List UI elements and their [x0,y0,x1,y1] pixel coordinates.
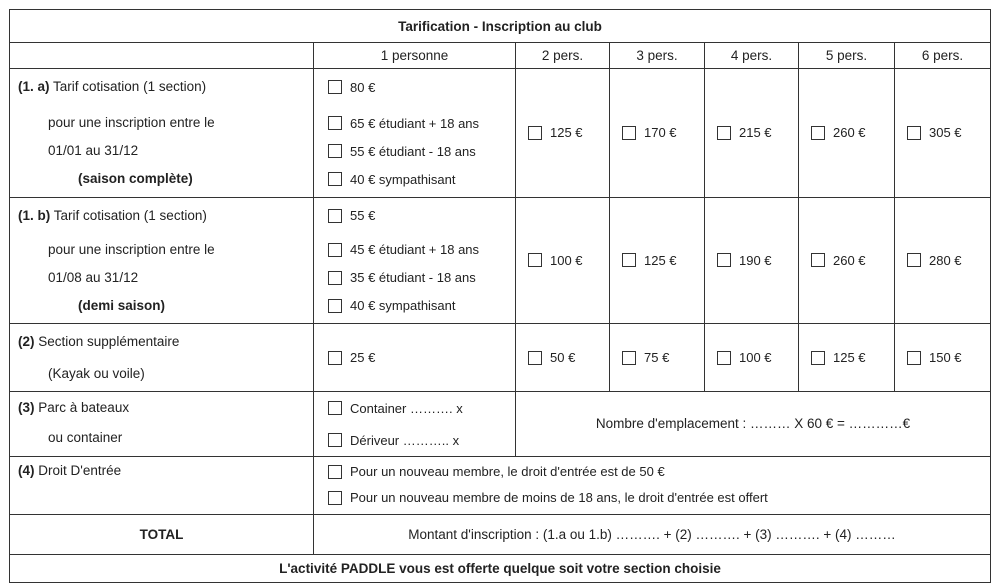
row-1b-line2: pour une inscription entre le [48,241,215,257]
option-checkbox[interactable]: 25 € [328,344,515,372]
checkbox-icon[interactable] [811,253,825,267]
option-checkbox[interactable]: 55 € [328,202,515,230]
price-cell[interactable]: 50 € [516,324,610,392]
price-cell[interactable]: 170 € [610,69,705,197]
checkbox-icon[interactable] [328,243,342,257]
option-checkbox[interactable]: 35 € étudiant - 18 ans [328,264,515,292]
row-1a-number: (1. a) [18,79,50,95]
montant-field[interactable]: Montant d'inscription : (1.a ou 1.b) ………. + (2) ………. + (3) ………. + (4) ……… [314,514,991,554]
row-1b [10,197,991,323]
checkbox-icon[interactable] [622,351,636,365]
row-2 [10,324,991,392]
price-cell[interactable]: 125 € [610,197,705,323]
total-label: TOTAL [10,514,314,554]
price-cell[interactable]: 75 € [610,324,705,392]
price-cell[interactable]: 100 € [705,324,799,392]
row-1a-line4: (saison complète) [78,171,193,187]
price-cell[interactable]: 215 € [705,69,799,197]
row-1b-options [314,197,516,323]
price-cell[interactable]: 305 € [895,69,991,197]
checkbox-icon[interactable] [328,144,342,158]
option-checkbox[interactable]: 55 € étudiant - 18 ans [328,137,515,165]
price-cell[interactable]: 260 € [799,69,895,197]
row-1b-title: Tarif cotisation (1 section) [53,207,207,223]
checkbox-icon[interactable] [328,299,342,313]
price-cell[interactable]: 125 € [516,69,610,197]
option-checkbox[interactable]: Dériveur ……….. x [328,426,515,454]
price-cell[interactable]: 150 € [895,324,991,392]
row-1a-line2: pour une inscription entre le [48,115,215,131]
option-checkbox[interactable]: 65 € étudiant + 18 ans [328,109,515,137]
option-checkbox[interactable]: 45 € étudiant + 18 ans [328,236,515,264]
checkbox-icon[interactable] [907,253,921,267]
checkbox-icon[interactable] [528,351,542,365]
row-4-title: Droit D'entrée [38,462,122,478]
checkbox-icon[interactable] [328,172,342,186]
option-checkbox[interactable]: Container ………. x [328,394,515,422]
row-1a-label [10,69,314,197]
checkbox-icon[interactable] [328,116,342,130]
checkbox-icon[interactable] [811,126,825,140]
col-header-5: 5 pers. [799,43,895,69]
row-2-options [314,324,516,392]
row-footer [10,554,991,582]
row-3-line2: ou container [48,430,123,446]
col-header-1: 1 personne [314,43,516,69]
row-1b-line4: (demi saison) [78,297,166,313]
checkbox-icon[interactable] [528,126,542,140]
checkbox-icon[interactable] [328,271,342,285]
checkbox-icon[interactable] [328,80,342,94]
option-checkbox[interactable]: 80 € [328,73,515,101]
row-4-options [314,456,991,514]
checkbox-icon[interactable] [528,253,542,267]
row-2-label [10,324,314,392]
checkbox-icon[interactable] [717,253,731,267]
header-empty [10,43,314,69]
checkbox-icon[interactable] [811,351,825,365]
row-3 [10,392,991,456]
checkbox-icon[interactable] [328,401,342,415]
row-2-title: Section supplémentaire [38,334,180,350]
row-1a-line3: 01/01 au 31/12 [48,143,139,159]
row-2-number: (2) [18,334,35,350]
checkbox-icon[interactable] [328,465,342,479]
checkbox-icon[interactable] [717,351,731,365]
option-checkbox[interactable]: Pour un nouveau membre, le droit d'entrée est de 50 € [328,459,990,485]
page-title: Tarification - Inscription au club [10,10,991,43]
row-3-label [10,392,314,456]
checkbox-icon[interactable] [907,126,921,140]
col-header-6: 6 pers. [895,43,991,69]
row-4 [10,456,991,514]
row-2-line2: (Kayak ou voile) [48,366,145,382]
checkbox-icon[interactable] [622,253,636,267]
row-1b-label [10,197,314,323]
checkbox-icon[interactable] [328,433,342,447]
price-cell[interactable]: 280 € [895,197,991,323]
price-cell[interactable]: 100 € [516,197,610,323]
checkbox-icon[interactable] [907,351,921,365]
option-checkbox[interactable]: Pour un nouveau membre de moins de 18 ans, le droit d'entrée est offert [328,485,990,511]
row-total [10,514,991,554]
option-checkbox[interactable]: 40 € sympathisant [328,292,515,320]
row-3-title: Parc à bateaux [38,400,130,416]
row-1a-title: Tarif cotisation (1 section) [53,79,207,95]
row-4-number: (4) [18,462,35,478]
row-1a-options [314,69,516,197]
row-3-number: (3) [18,400,35,416]
option-checkbox[interactable]: 40 € sympathisant [328,165,515,193]
col-header-2: 2 pers. [516,43,610,69]
col-header-3: 3 pers. [610,43,705,69]
footer-note: L'activité PADDLE vous est offerte quelque soit votre section choisie [10,554,991,582]
price-cell[interactable]: 260 € [799,197,895,323]
checkbox-icon[interactable] [328,209,342,223]
checkbox-icon[interactable] [622,126,636,140]
price-cell[interactable]: 125 € [799,324,895,392]
price-cell[interactable]: 190 € [705,197,799,323]
row-3-options [314,392,516,456]
checkbox-icon[interactable] [717,126,731,140]
emplacement-field[interactable]: Nombre d'emplacement : ……… X 60 € = …………€ [516,392,991,456]
row-4-label [10,456,314,514]
row-1b-number: (1. b) [18,207,51,223]
row-1a [10,69,991,197]
row-1b-line3: 01/08 au 31/12 [48,269,139,285]
pricing-table [9,9,991,583]
checkbox-icon[interactable] [328,491,342,505]
col-header-4: 4 pers. [705,43,799,69]
checkbox-icon[interactable] [328,351,342,365]
